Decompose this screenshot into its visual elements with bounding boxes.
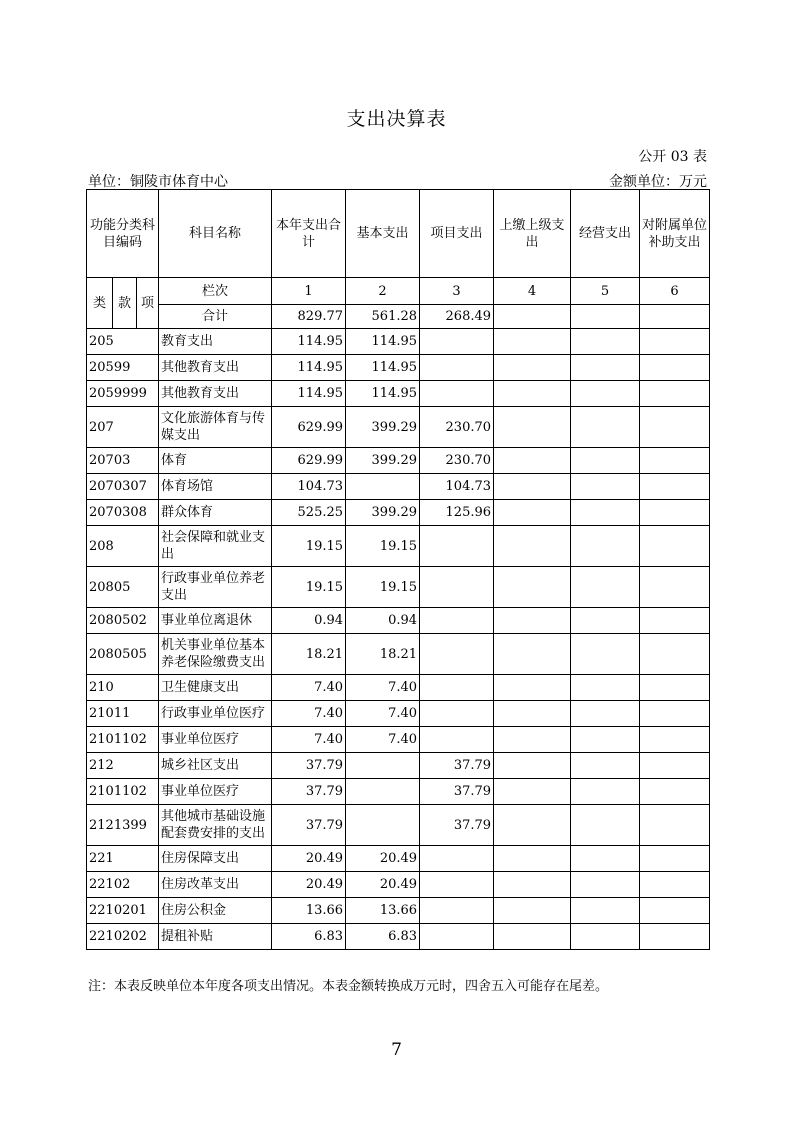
table-number: 公开 03 表: [638, 149, 707, 165]
row-value-2: 0.94: [346, 608, 420, 634]
table-row: [87, 448, 710, 474]
empty-cell: [571, 381, 640, 407]
empty-cell: [571, 567, 640, 608]
table-row: [87, 381, 710, 407]
empty-cell: [571, 634, 640, 675]
empty-cell: [494, 407, 571, 448]
empty-cell: [571, 329, 640, 355]
row-name: 事业单位医疗: [159, 779, 272, 805]
empty-cell: [571, 727, 640, 753]
row-value-2: [346, 805, 420, 846]
row-value-3: [420, 701, 494, 727]
page-number: 7: [391, 1040, 402, 1060]
empty-cell: [494, 608, 571, 634]
table-row: [87, 675, 710, 701]
empty-cell: [571, 872, 640, 898]
row-value-1: 19.15: [272, 526, 346, 567]
header-kuan: 款: [113, 278, 137, 329]
empty-cell: [494, 305, 571, 329]
row-code: 205: [87, 329, 159, 355]
empty-cell: [640, 381, 710, 407]
table-row: [87, 846, 710, 872]
empty-cell: [494, 448, 571, 474]
empty-cell: [571, 675, 640, 701]
table-row: [87, 526, 710, 567]
empty-cell: [640, 407, 710, 448]
row-name: 事业单位医疗: [159, 727, 272, 753]
empty-cell: [494, 727, 571, 753]
empty-cell: [640, 727, 710, 753]
row-name: 群众体育: [159, 500, 272, 526]
empty-cell: [640, 924, 710, 950]
table-row: [87, 779, 710, 805]
row-code: 21011: [87, 701, 159, 727]
row-value-2: [346, 753, 420, 779]
row-name: 机关事业单位基本养老保险缴费支出: [159, 634, 272, 675]
row-value-2: 114.95: [346, 329, 420, 355]
row-code: 20599: [87, 355, 159, 381]
empty-cell: [571, 846, 640, 872]
header-row: [87, 190, 710, 278]
header-col-6: 对附属单位补助支出: [640, 190, 710, 278]
row-value-1: 0.94: [272, 608, 346, 634]
row-value-3: 230.70: [420, 448, 494, 474]
row-name: 体育场馆: [159, 474, 272, 500]
row-code: 2080502: [87, 608, 159, 634]
row-value-1: 629.99: [272, 448, 346, 474]
total-label: 合计: [159, 305, 272, 329]
empty-cell: [571, 305, 640, 329]
table-row: [87, 872, 710, 898]
empty-cell: [640, 329, 710, 355]
empty-cell: [640, 675, 710, 701]
empty-cell: [640, 753, 710, 779]
row-value-3: 37.79: [420, 779, 494, 805]
empty-cell: [640, 779, 710, 805]
empty-cell: [571, 805, 640, 846]
row-name: 事业单位离退休: [159, 608, 272, 634]
row-value-1: 7.40: [272, 701, 346, 727]
col-number: 1: [272, 278, 346, 305]
row-value-1: 629.99: [272, 407, 346, 448]
empty-cell: [494, 329, 571, 355]
row-value-1: 114.95: [272, 381, 346, 407]
row-name: 教育支出: [159, 329, 272, 355]
empty-cell: [494, 675, 571, 701]
row-name: 社会保障和就业支出: [159, 526, 272, 567]
empty-cell: [640, 567, 710, 608]
col-number: 3: [420, 278, 494, 305]
empty-cell: [494, 567, 571, 608]
empty-cell: [494, 474, 571, 500]
row-value-1: 6.83: [272, 924, 346, 950]
total-row: [87, 305, 710, 329]
row-value-1: 37.79: [272, 805, 346, 846]
header-col-3: 项目支出: [420, 190, 494, 278]
empty-cell: [571, 500, 640, 526]
empty-cell: [494, 381, 571, 407]
row-code: 208: [87, 526, 159, 567]
col-number: 6: [640, 278, 710, 305]
row-name: 其他教育支出: [159, 381, 272, 407]
empty-cell: [640, 805, 710, 846]
row-value-2: 20.49: [346, 872, 420, 898]
row-code: 210: [87, 675, 159, 701]
row-code: 20805: [87, 567, 159, 608]
table-row: [87, 898, 710, 924]
header-col-2: 基本支出: [346, 190, 420, 278]
total-value-2: 561.28: [346, 305, 420, 329]
col-number: 4: [494, 278, 571, 305]
table-row: [87, 753, 710, 779]
row-name: 其他城市基础设施配套费安排的支出: [159, 805, 272, 846]
row-value-3: [420, 924, 494, 950]
empty-cell: [494, 526, 571, 567]
row-value-1: 104.73: [272, 474, 346, 500]
page-title: 支出决算表: [346, 108, 447, 130]
row-value-1: 114.95: [272, 329, 346, 355]
row-value-1: 525.25: [272, 500, 346, 526]
empty-cell: [571, 701, 640, 727]
footnote: 注：本表反映单位本年度各项支出情况。本表金额转换成万元时，四舍五入可能存在尾差。: [88, 979, 609, 994]
row-value-3: 37.79: [420, 805, 494, 846]
row-code: 2070308: [87, 500, 159, 526]
row-name: 住房保障支出: [159, 846, 272, 872]
empty-cell: [494, 846, 571, 872]
empty-cell: [494, 634, 571, 675]
row-value-2: 7.40: [346, 727, 420, 753]
empty-cell: [571, 407, 640, 448]
empty-cell: [640, 634, 710, 675]
row-value-3: 125.96: [420, 500, 494, 526]
empty-cell: [571, 924, 640, 950]
row-value-3: [420, 898, 494, 924]
empty-cell: [640, 846, 710, 872]
row-value-1: 13.66: [272, 898, 346, 924]
empty-cell: [571, 474, 640, 500]
row-value-2: 19.15: [346, 526, 420, 567]
empty-cell: [571, 898, 640, 924]
table-row: [87, 701, 710, 727]
table-row: [87, 407, 710, 448]
row-value-1: 20.49: [272, 872, 346, 898]
row-value-1: 37.79: [272, 779, 346, 805]
row-code: 2121399: [87, 805, 159, 846]
row-value-2: 6.83: [346, 924, 420, 950]
empty-cell: [571, 355, 640, 381]
row-name: 提租补贴: [159, 924, 272, 950]
row-value-2: 114.95: [346, 381, 420, 407]
row-code: 2059999: [87, 381, 159, 407]
row-code: 2210201: [87, 898, 159, 924]
row-code: 2101102: [87, 779, 159, 805]
row-value-3: [420, 675, 494, 701]
empty-cell: [494, 779, 571, 805]
table-row: [87, 924, 710, 950]
row-value-3: 230.70: [420, 407, 494, 448]
table-row: [87, 567, 710, 608]
row-code: 207: [87, 407, 159, 448]
row-value-3: 104.73: [420, 474, 494, 500]
row-value-2: 399.29: [346, 407, 420, 448]
row-value-2: 19.15: [346, 567, 420, 608]
col-number: 5: [571, 278, 640, 305]
col-number: 2: [346, 278, 420, 305]
empty-cell: [571, 608, 640, 634]
header-lanci: 栏次: [159, 278, 272, 305]
empty-cell: [494, 898, 571, 924]
empty-cell: [640, 526, 710, 567]
empty-cell: [640, 448, 710, 474]
empty-cell: [494, 701, 571, 727]
row-name: 住房公积金: [159, 898, 272, 924]
header-xiang: 项: [137, 278, 159, 329]
empty-cell: [494, 805, 571, 846]
row-value-2: 114.95: [346, 355, 420, 381]
unit-name: 单位：铜陵市体育中心: [88, 174, 228, 190]
total-value-3: 268.49: [420, 305, 494, 329]
table-row: [87, 355, 710, 381]
row-value-3: [420, 381, 494, 407]
column-number-row: [87, 278, 710, 305]
amount-unit: 金额单位：万元: [609, 174, 707, 190]
empty-cell: [494, 924, 571, 950]
table-row: [87, 608, 710, 634]
empty-cell: [494, 753, 571, 779]
row-value-3: [420, 355, 494, 381]
row-name: 城乡社区支出: [159, 753, 272, 779]
expenditure-table: [86, 189, 710, 950]
row-value-2: 13.66: [346, 898, 420, 924]
row-code: 22102: [87, 872, 159, 898]
empty-cell: [640, 355, 710, 381]
empty-cell: [494, 500, 571, 526]
row-value-2: 399.29: [346, 500, 420, 526]
row-value-1: 114.95: [272, 355, 346, 381]
header-col-4: 上缴上级支出: [494, 190, 571, 278]
table-row: [87, 727, 710, 753]
row-value-2: 399.29: [346, 448, 420, 474]
table-row: [87, 329, 710, 355]
row-value-2: [346, 779, 420, 805]
row-value-2: [346, 474, 420, 500]
empty-cell: [571, 779, 640, 805]
row-value-3: [420, 846, 494, 872]
row-value-3: [420, 634, 494, 675]
row-value-3: [420, 727, 494, 753]
total-value-1: 829.77: [272, 305, 346, 329]
empty-cell: [571, 448, 640, 474]
empty-cell: [640, 500, 710, 526]
empty-cell: [640, 608, 710, 634]
row-name: 行政事业单位医疗: [159, 701, 272, 727]
empty-cell: [640, 474, 710, 500]
header-col-1: 本年支出合计: [272, 190, 346, 278]
row-code: 2101102: [87, 727, 159, 753]
row-value-2: 7.40: [346, 675, 420, 701]
row-value-3: 37.79: [420, 753, 494, 779]
row-name: 文化旅游体育与传媒支出: [159, 407, 272, 448]
row-name: 行政事业单位养老支出: [159, 567, 272, 608]
row-value-3: [420, 526, 494, 567]
row-value-3: [420, 329, 494, 355]
table-row: [87, 634, 710, 675]
row-value-1: 20.49: [272, 846, 346, 872]
row-code: 20703: [87, 448, 159, 474]
row-value-2: 18.21: [346, 634, 420, 675]
row-name: 体育: [159, 448, 272, 474]
empty-cell: [640, 701, 710, 727]
row-value-2: 20.49: [346, 846, 420, 872]
row-value-1: 7.40: [272, 675, 346, 701]
row-name: 住房改革支出: [159, 872, 272, 898]
row-code: 2210202: [87, 924, 159, 950]
empty-cell: [571, 753, 640, 779]
empty-cell: [494, 872, 571, 898]
row-value-3: [420, 872, 494, 898]
empty-cell: [640, 872, 710, 898]
row-code: 212: [87, 753, 159, 779]
row-code: 221: [87, 846, 159, 872]
row-code: 2070307: [87, 474, 159, 500]
header-col-5: 经营支出: [571, 190, 640, 278]
table-row: [87, 500, 710, 526]
row-value-2: 7.40: [346, 701, 420, 727]
row-value-3: [420, 567, 494, 608]
empty-cell: [571, 526, 640, 567]
table-row: [87, 474, 710, 500]
row-value-1: 19.15: [272, 567, 346, 608]
row-value-1: 7.40: [272, 727, 346, 753]
row-name: 其他教育支出: [159, 355, 272, 381]
header-name: 科目名称: [159, 190, 272, 278]
empty-cell: [640, 305, 710, 329]
row-value-1: 18.21: [272, 634, 346, 675]
row-name: 卫生健康支出: [159, 675, 272, 701]
row-value-3: [420, 608, 494, 634]
header-lei: 类: [87, 278, 113, 329]
row-code: 2080505: [87, 634, 159, 675]
row-value-1: 37.79: [272, 753, 346, 779]
empty-cell: [494, 355, 571, 381]
table-row: [87, 805, 710, 846]
header-code: 功能分类科目编码: [87, 190, 159, 278]
empty-cell: [640, 898, 710, 924]
